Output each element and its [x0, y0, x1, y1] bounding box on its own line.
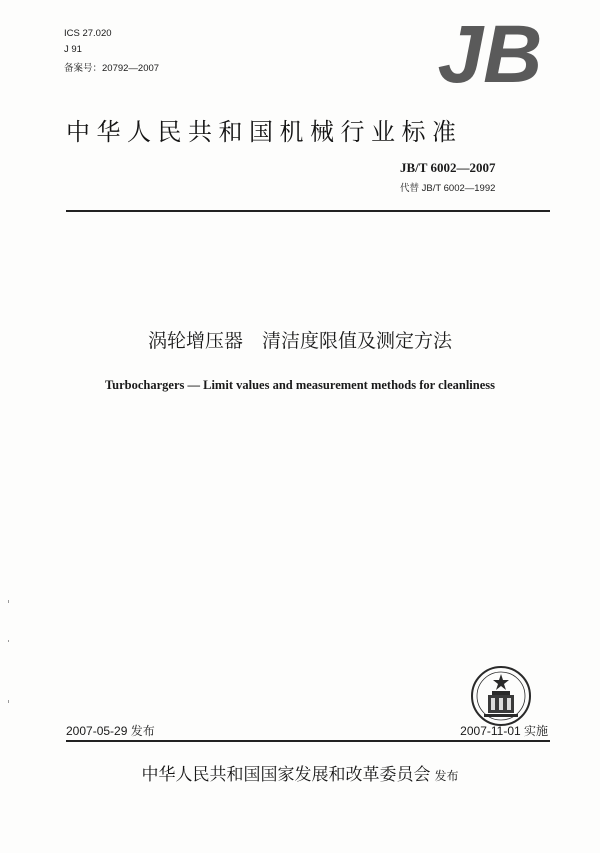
publisher-seal-icon — [470, 665, 532, 727]
scan-speck — [8, 700, 9, 703]
standard-number: JB/T 6002—2007 — [400, 160, 496, 175]
title-chinese: 涡轮增压器 清洁度限值及测定方法 — [147, 330, 452, 352]
publisher-line — [0, 760, 600, 785]
ics-code: ICS 27.020 — [64, 28, 112, 39]
record-number: 备案号：20792—2007 — [64, 63, 160, 74]
replaces-note: 代替 JB/T 6002—1992 — [400, 183, 496, 194]
issue-date: 2007-05-29 发布 — [66, 724, 155, 738]
scan-speck — [8, 640, 9, 642]
jb-logo — [430, 10, 550, 90]
bottom-divider — [66, 740, 550, 742]
publisher-suffix: 发布 — [434, 769, 459, 783]
classification-code: J 91 — [64, 44, 82, 55]
title-english: Turbochargers — Limit values and measurement methods for cleanliness — [104, 378, 496, 392]
scan-speck — [8, 600, 9, 603]
publisher-name: 中华人民共和国国家发展和改革委员会 — [141, 765, 431, 785]
jb-logo-text: JB — [437, 10, 543, 90]
top-divider — [66, 210, 550, 212]
effective-date: 2007-11-01 实施 — [460, 724, 548, 738]
org-title: 中华人民共和国机械行业标准 — [66, 118, 463, 146]
